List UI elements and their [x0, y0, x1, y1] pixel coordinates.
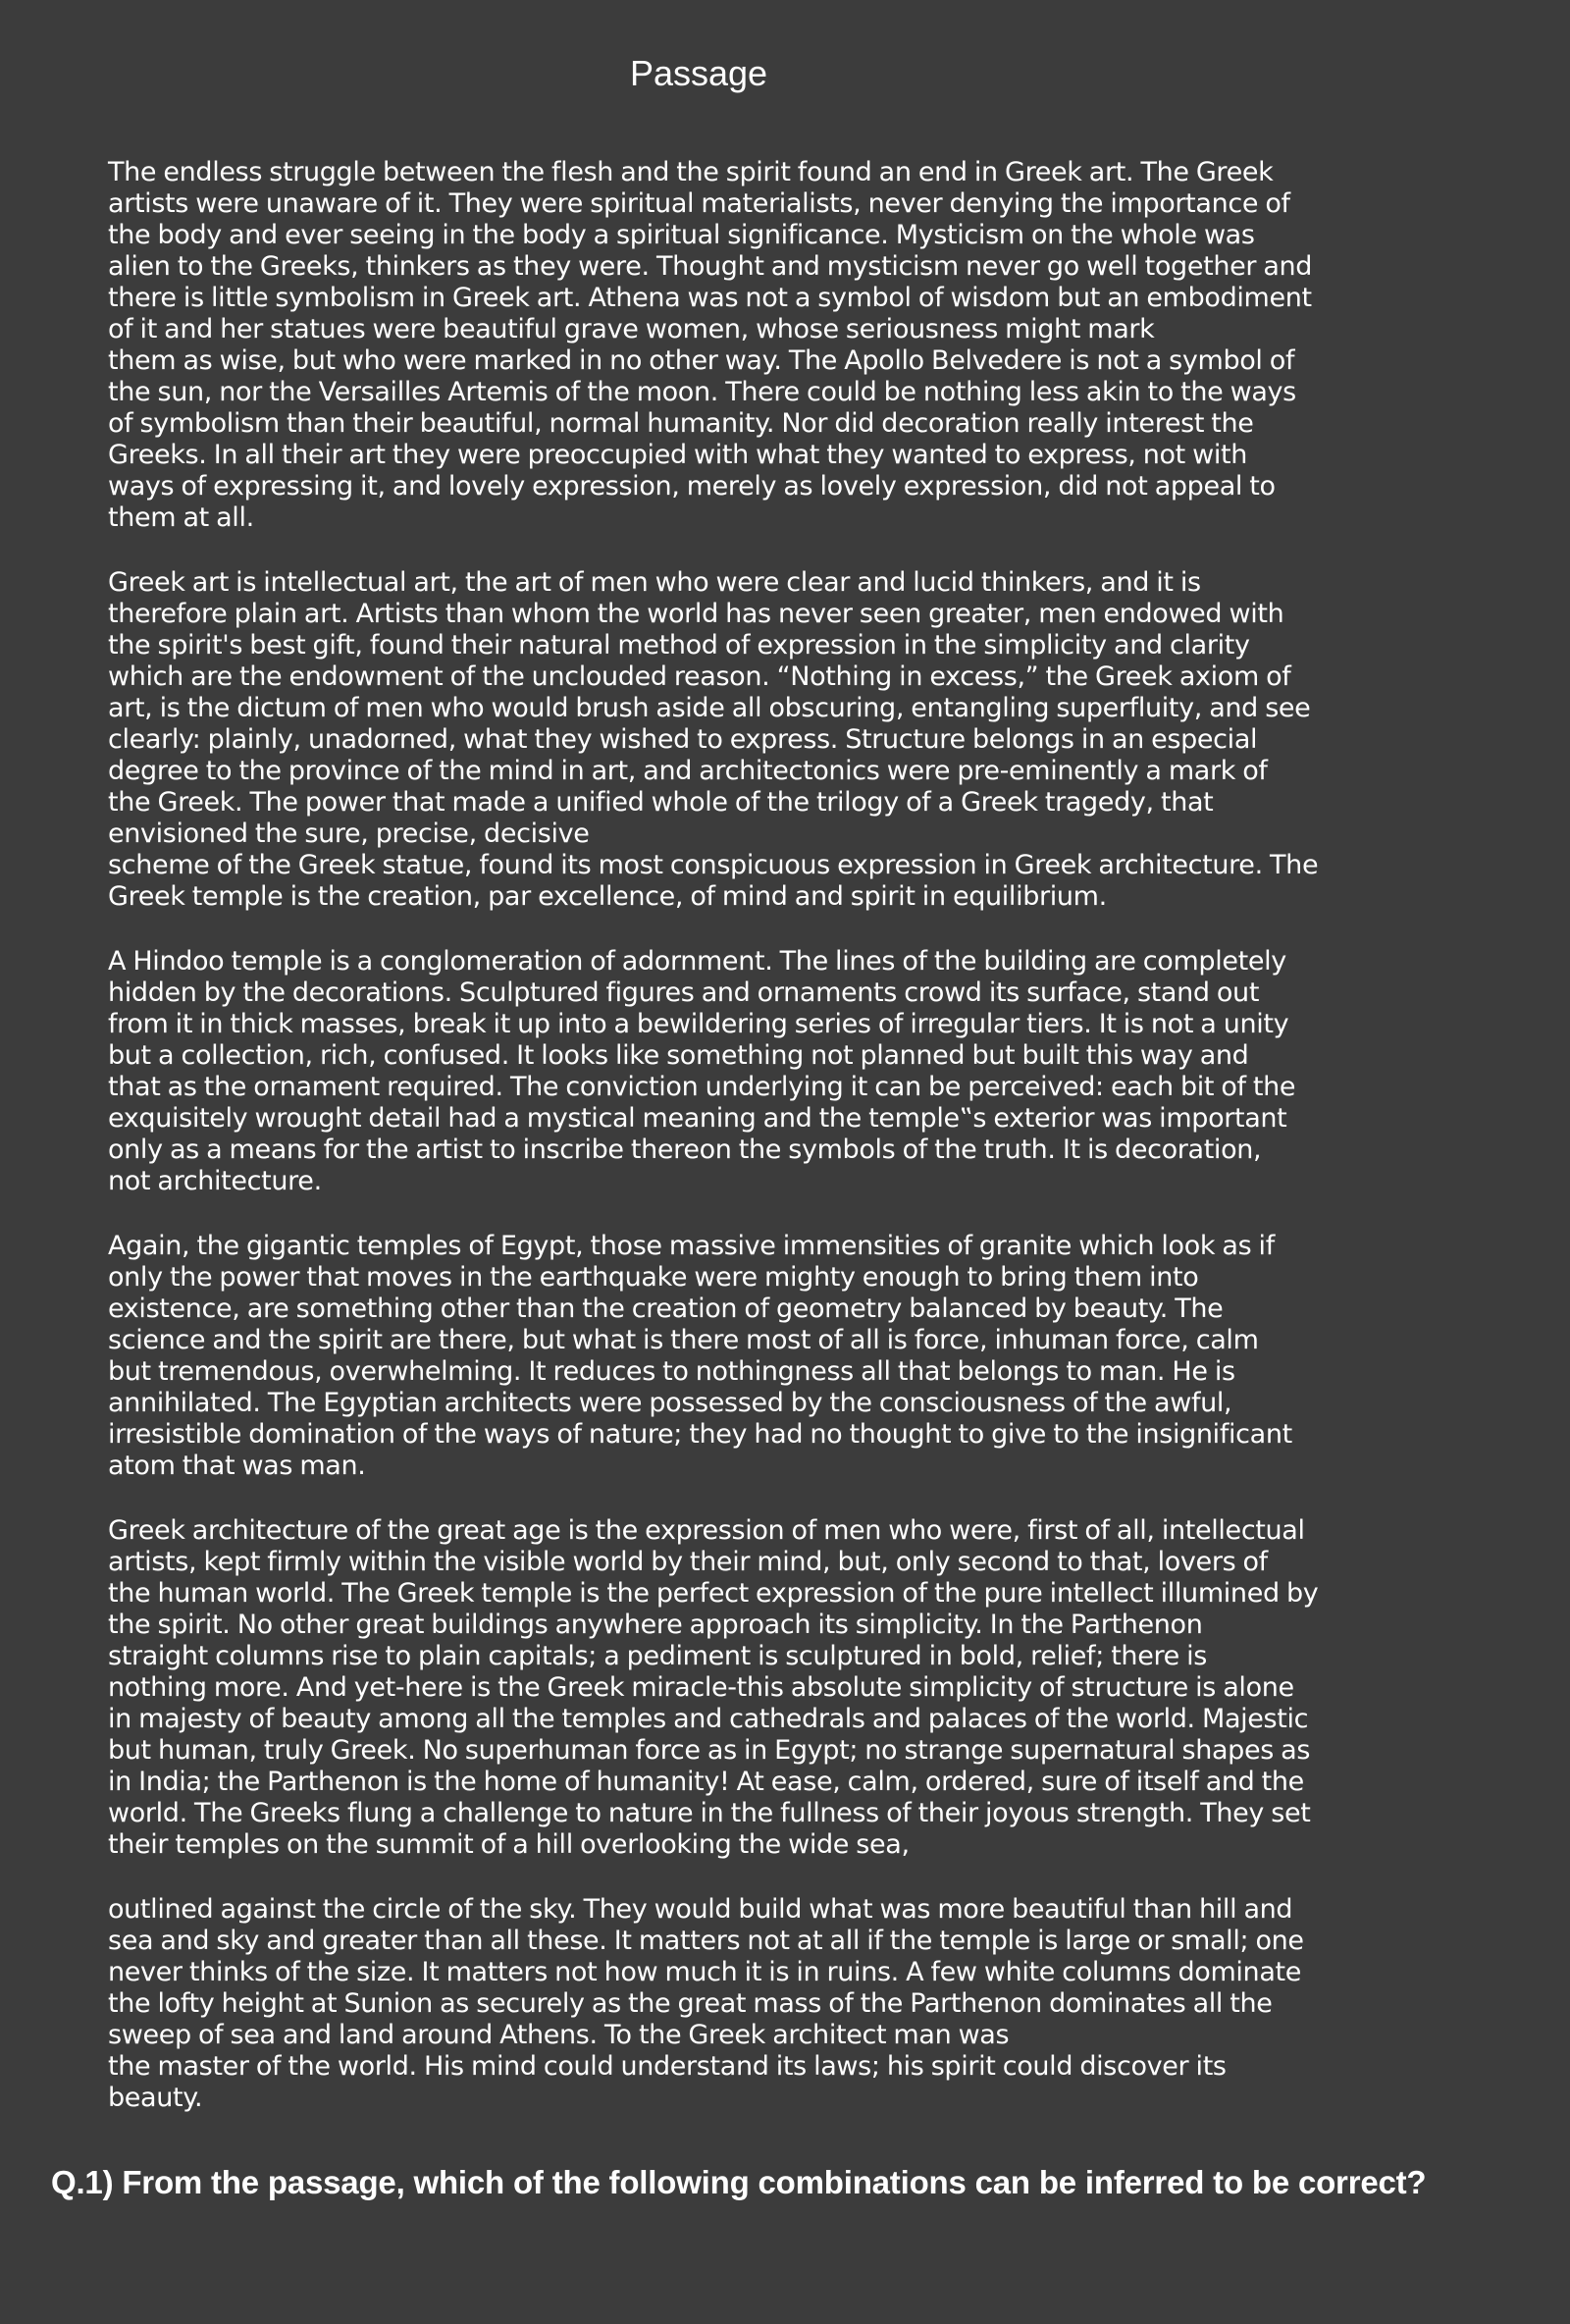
passage-paragraph-2: Greek art is intellectual art, the art of men who were clear and lucid thinkers, and it is therefore plain art. Artists than whom the world has never seen greater, men endowed with the spirit's best gift, found their natural method of expression in the simplicity and clarity which are the endowment of the unclouded reason. “Nothing in excess,” the Greek axiom of art, is the dictum of men who would brush aside all obscuring, entangling superfluity, and see clearly: plainly, unadorned, what they wished to express. Structure belongs in an especial degree to the province of the mind in art, and architectonics were pre-eminently a mark of the Greek. The power that made a unified whole of the trilogy of a Greek tragedy, that envisioned the sure, precise, decisive scheme of the Greek statue, found its most conspicuous expression in Greek architecture. The Greek temple is the creation, par excellence, of mind and spirit in equilibrium. — [108, 567, 1319, 912]
passage-paragraph-5: Greek architecture of the great age is the expression of men who were, first of all, intellectual artists, kept firmly within the visible world by their mind, but, only second to that, lovers of the human world. The Greek temple is the perfect expression of the pure intellect illumined by the spirit. No other great buildings anywhere approach its simplicity. In the Parthenon straight columns rise to plain capitals; a pediment is sculptured in bold, relief; there is nothing more. And yet-here is the Greek miracle-this absolute simplicity of structure is alone in majesty of beauty among all the temples and cathedrals and palaces of the world. Majestic but human, truly Greek. No superhuman force as in Egypt; no strange supernatural shapes as in India; the Parthenon is the home of humanity! At ease, calm, ordered, sure of itself and the world. The Greeks flung a challenge to nature in the fullness of their joyous strength. They set their temples on the summit of a hill overlooking the wide sea, — [108, 1515, 1319, 1860]
passage-paragraph-4: Again, the gigantic temples of Egypt, those massive immensities of granite which look as if only the power that moves in the earthquake were mighty enough to bring them into existence, are something other than the creation of geometry balanced by beauty. The science and the spirit are there, but what is there most of all is force, inhuman force, calm but tremendous, overwhelming. It reduces to nothingness all that belongs to man. He is annihilated. The Egyptian architects were possessed by the consciousness of the awful, irresistible domination of the ways of nature; they had no thought to give to the insignificant atom that was man. — [108, 1231, 1292, 1481]
passage-paragraph-1: The endless struggle between the flesh and the spirit found an end in Greek art. The Greek artists were unaware of it. They were spiritual materialists, never denying the importance of the body and ever seeing in the body a spiritual significance. Mysticism on the whole was alien to the Greeks, thinkers as they were. Thought and mysticism never go well together and there is little symbolism in Greek art. Athena was not a symbol of wisdom but an embodiment of it and her statues were beautiful grave women, whose seriousness might mark them as wise, but who were marked in no other way. The Apollo Belvedere is not a symbol of the sun, nor the Versailles Artemis of the moon. There could be nothing less akin to the ways of symbolism than their beautiful, normal humanity. Nor did decoration really interest the Greeks. In all their art they were preoccupied with what they wanted to express, not with ways of expressing it, and lovely expression, merely as lovely expression, did not appeal to them at all. — [108, 157, 1313, 533]
passage-paragraph-3: A Hindoo temple is a conglomeration of adornment. The lines of the building are completely hidden by the decorations. Sculptured figures and ornaments crowd its surface, stand out from it in thick masses, break it up into a bewildering series of irregular tiers. It is not a unity but a collection, rich, confused. It looks like something not planned but built this way and that as the ornament required. The conviction underlying it can be perceived: each bit of the exquisitely wrought detail had a mystical meaning and the temple‟s exterior was important only as a means for the artist to inscribe thereon the symbols of the truth. It is decoration, not architecture. — [108, 946, 1296, 1196]
passage-paragraph-6: outlined against the circle of the sky. They would build what was more beautiful than hill and sea and sky and greater than all these. It matters not at all if the temple is large or small; one never thinks of the size. It matters not how much it is in ruins. A few white columns dominate the lofty height at Sunion as securely as the great mass of the Parthenon dominates all the sweep of sea and land around Athens. To the Greek architect man was the master of the world. His mind could understand its laws; his spirit could discover its beauty. — [108, 1894, 1304, 2113]
question-text: Q.1) From the passage, which of the following combinations can be inferred to be correct? — [51, 2164, 1427, 2200]
passage-body — [108, 157, 1482, 2147]
passage-heading: Passage — [629, 53, 768, 93]
